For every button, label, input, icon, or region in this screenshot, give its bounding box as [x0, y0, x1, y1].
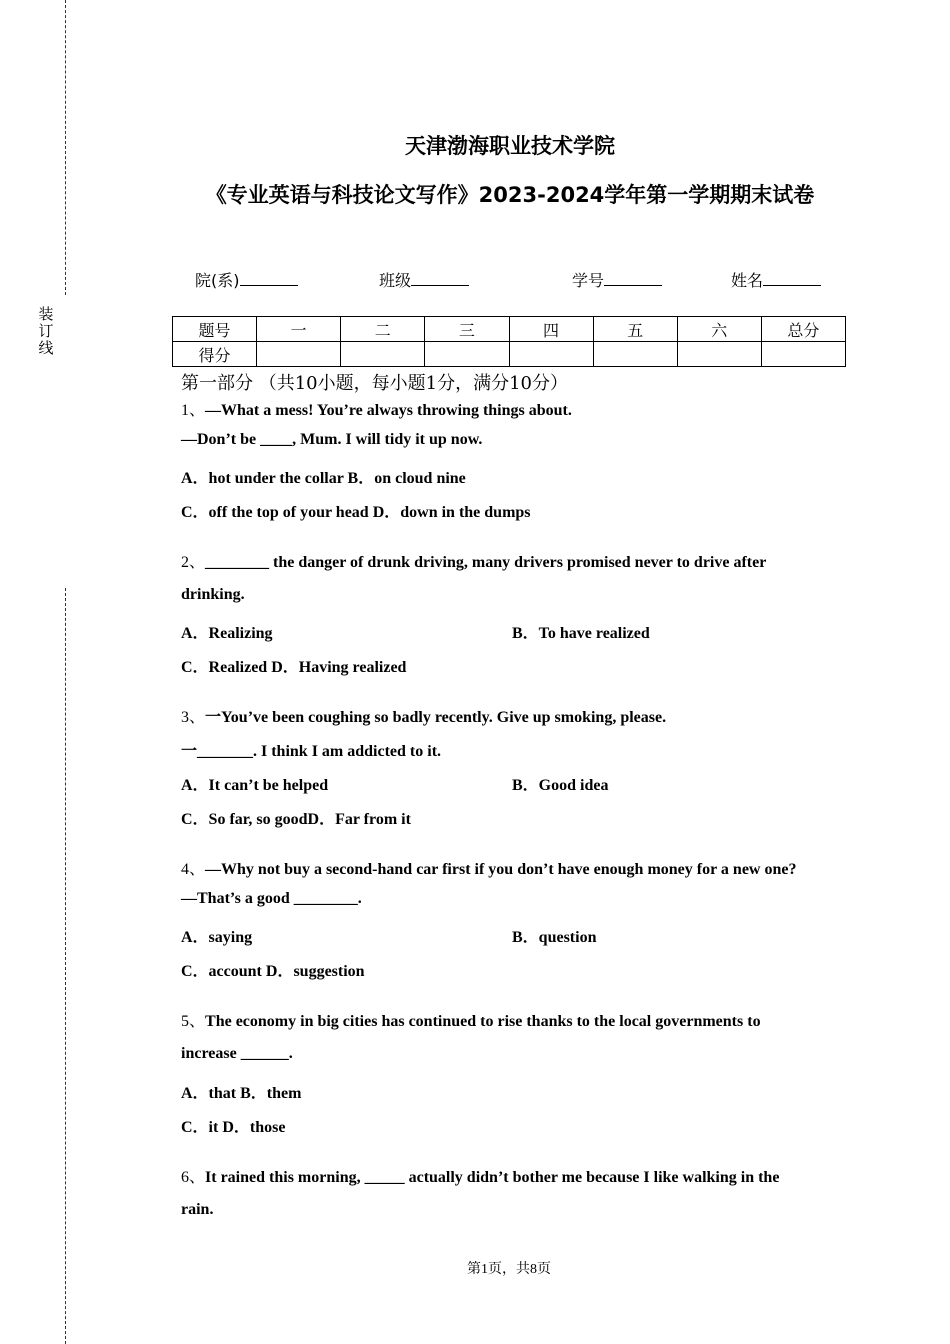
binding-char: 线 — [38, 339, 54, 357]
binding-char: 装 — [38, 305, 54, 323]
score-header-cell: 三 — [425, 317, 509, 342]
question-2-option-a[interactable]: A．Realizing — [181, 625, 273, 642]
binding-dashed-line-top — [65, 0, 66, 295]
school-title: 天津渤海职业技术学院 — [405, 134, 615, 158]
question-3-stem-2: 一_______. I think I am addicted to it. — [181, 743, 442, 760]
score-cell[interactable] — [425, 342, 509, 367]
question-1-stem-2: —Don’t be ____, Mum. I will tidy it up now. — [181, 431, 483, 448]
question-number: 3、 — [181, 709, 206, 726]
question-text: The economy in big cities has continued to rise thanks to the local governments to — [205, 1013, 761, 1030]
class-label: 班级 — [379, 271, 412, 290]
question-3-option-b[interactable]: B．Good idea — [512, 777, 609, 794]
question-5-stem — [181, 1008, 761, 1031]
score-header-cell: 六 — [677, 317, 761, 342]
score-table — [172, 316, 846, 367]
section-heading: 第一部分 （共10小题，每小题1分，满分10分） — [181, 373, 568, 394]
question-5-options-cd[interactable]: C．it D．those — [181, 1119, 286, 1136]
score-header-cell: 题号 — [173, 317, 257, 342]
question-3-option-a[interactable]: A．It can’t be helped — [181, 777, 329, 794]
question-4-option-a[interactable]: A．saying — [181, 929, 253, 946]
question-3-stem — [181, 704, 666, 727]
question-text: —What a mess! You’re always throwing things about. — [205, 402, 572, 419]
question-1-stem — [181, 397, 572, 420]
score-header-cell: 总分 — [761, 317, 845, 342]
score-header-cell: 四 — [509, 317, 593, 342]
binding-char: 订 — [38, 322, 54, 340]
question-3-options-cd[interactable]: C．So far, so goodD．Far from it — [181, 811, 411, 828]
question-4-stem-2: —That’s a good ________. — [181, 890, 362, 907]
score-table-score-row — [173, 342, 846, 367]
question-2-stem — [181, 549, 766, 572]
score-header-cell: 一 — [257, 317, 341, 342]
class-field — [379, 268, 469, 291]
question-text: It rained this morning, _____ actually didn’t bother me because I like walking in the — [205, 1169, 780, 1186]
name-field — [731, 268, 821, 291]
question-4-options-cd[interactable]: C．account D．suggestion — [181, 963, 365, 980]
score-cell[interactable] — [509, 342, 593, 367]
question-text: 一You’ve been coughing so badly recently. Give up smoking, please. — [205, 709, 667, 726]
question-1-options-cd[interactable]: C．off the top of your head D．down in the dumps — [181, 504, 531, 521]
score-cell[interactable] — [257, 342, 341, 367]
dept-label: 院(系) — [195, 271, 240, 290]
question-6-stem — [181, 1164, 779, 1187]
score-header-cell: 五 — [593, 317, 677, 342]
question-1-options-ab[interactable]: A．hot under the collar B．on cloud nine — [181, 470, 466, 487]
student-id-blank[interactable] — [604, 271, 662, 286]
question-5-options-ab[interactable]: A．that B．them — [181, 1085, 302, 1102]
question-number: 1、 — [181, 402, 206, 419]
question-number: 2、 — [181, 554, 206, 571]
name-blank[interactable] — [763, 271, 821, 286]
student-id-field — [572, 268, 662, 291]
score-cell[interactable] — [593, 342, 677, 367]
class-blank[interactable] — [411, 271, 469, 286]
score-row-label: 得分 — [173, 342, 257, 367]
dept-blank[interactable] — [240, 271, 298, 286]
question-4-stem — [181, 856, 796, 879]
question-5-stem-2: increase ______. — [181, 1045, 293, 1062]
question-2-options-cd[interactable]: C．Realized D．Having realized — [181, 659, 407, 676]
student-id-label: 学号 — [572, 271, 605, 290]
question-6-stem-2: rain. — [181, 1201, 214, 1218]
score-cell[interactable] — [761, 342, 845, 367]
score-cell[interactable] — [341, 342, 425, 367]
score-table-header-row — [173, 317, 846, 342]
binding-label — [38, 306, 54, 357]
name-label: 姓名 — [731, 271, 764, 290]
question-text: —Why not buy a second-hand car first if you don’t have enough money for a new one? — [205, 861, 797, 878]
question-number: 4、 — [181, 861, 206, 878]
page-footer: 第1页，共8页 — [467, 1262, 551, 1277]
question-2-stem-2: drinking. — [181, 586, 245, 603]
question-4-option-b[interactable]: B．question — [512, 929, 597, 946]
binding-dashed-line-bottom — [65, 588, 66, 1344]
question-2-option-b[interactable]: B．To have realized — [512, 625, 650, 642]
exam-title: 《专业英语与科技论文写作》2023-2024学年第一学期期末试卷 — [205, 183, 815, 207]
score-header-cell: 二 — [341, 317, 425, 342]
question-number: 6、 — [181, 1169, 206, 1186]
score-cell[interactable] — [677, 342, 761, 367]
question-number: 5、 — [181, 1013, 206, 1030]
dept-field — [195, 268, 298, 291]
question-text: ________ the danger of drunk driving, many drivers promised never to drive after — [205, 554, 767, 571]
